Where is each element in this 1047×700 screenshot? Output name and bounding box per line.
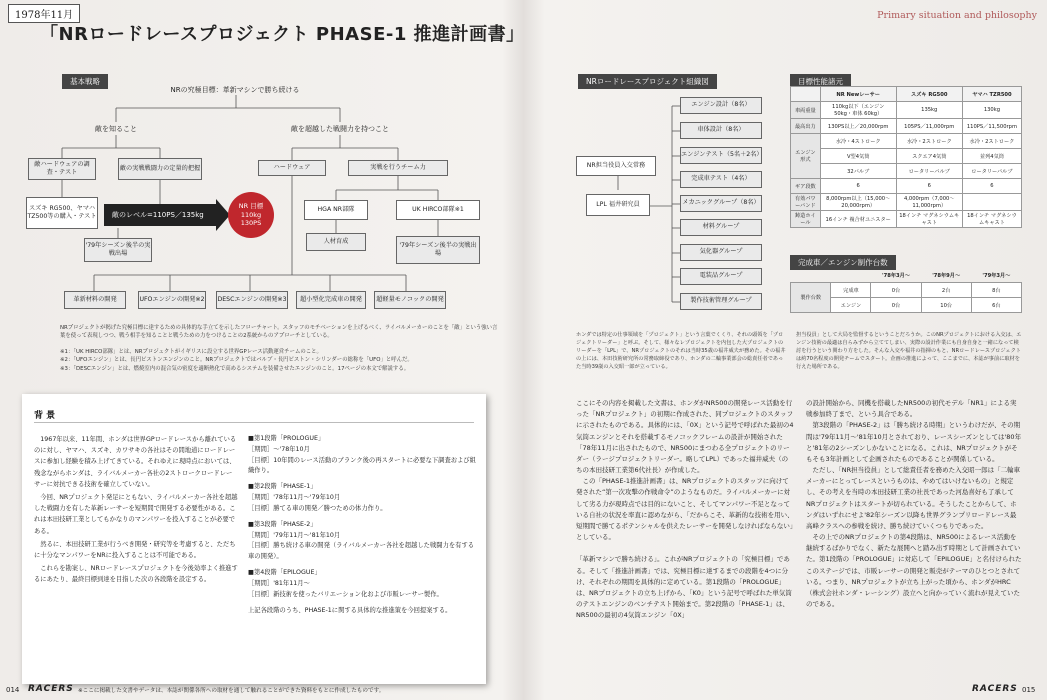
- note-3: ※3：「DESCエンジン」とは、燃焼室内の混合気の密度を適断熱化で高めるシステムを装備させたエンジンのこと。17ページの本文で解説する。: [60, 365, 410, 372]
- production-row: [791, 283, 1022, 298]
- spec-header-cell: スズキ RG500: [896, 87, 962, 102]
- spec-cell: [962, 194, 1021, 211]
- rival-bikes-test: スズキ RG500、ヤマハ TZ500等の購入・テスト: [26, 197, 98, 229]
- org-group-vehicle-test: 完成車テスト（4名）: [680, 171, 762, 188]
- spec-cell: スクエア4気筒: [896, 149, 962, 164]
- spec-cell: 4,000rpm（7,000〜11,000rpm）: [896, 194, 962, 211]
- ultimate-goal: NRの究極目標：革新マシンで勝ち続ける: [170, 86, 300, 94]
- org-group-production: 製作技術管理グループ: [680, 293, 762, 310]
- footer-note: ※ここに掲載した文書やデータは、本誌が関係各所への取材を通して触れることができた資料をもとに作成したものです。: [78, 688, 385, 694]
- production-row-name: 完成車: [831, 283, 871, 298]
- spec-cell: 18インチ マグネシウムキャスト: [896, 211, 962, 228]
- phase-4-period: ［期間］'81年11月〜: [248, 579, 310, 587]
- spec-cell: 130kg: [962, 102, 1021, 119]
- spec-row: [791, 134, 1022, 149]
- article-column-2: の設計開始から、同機を搭載したNR500の初代モデル「NR1」による実戦参加終了まで、という具合である。 第3段階の「PHASE-2」は「勝ち続ける時期」というわけだが、その期間は'79年11月〜'81年10月とされており、レースシーズンとしては'80年と'81年の2シーズンしかないことになる。これは、NRプロジェクトがそもそも3年計画として企画されたものであることが関係している。 ただし、「NR担当役員」として総責任者を務めた入交昭一郎は「二輪車メーカーにとってレースというものは、やめてはいけないもの」と規定し、その考えを当時の本田技研工業の社長であった河島喜好も了承してNRプロジェクトはスタートが切られている。そうしたことからして、ホンダはいずれにせよ'82年シーズン以降も世界グランプリロードレース最高峰クラスへの参戦を続け、勝ち続けていくつもりであった。 その上でのNRプロジェクトの第4段階は、NR500によるレース活動を継続するばかりでなく、新たな展開へと踏み出す時期として計画されていた。第1段階の「PROLOGUE」に対応して「EPILOGUE」と名付けられたこのステージでは、市販レーサーの開発と販売がテーマのひとつとされている。つまり、NRプロジェクトが立ち上がった頃から、ホンダがHRC（株式会社ホンダ・レーシング）設立へと向かっていく流れが見えていたのである。: [806, 399, 1022, 609]
- production-corner: [791, 268, 871, 283]
- spec-row: [791, 194, 1022, 211]
- production-cell: 10台: [921, 298, 971, 313]
- spec-cell: 6: [962, 179, 1021, 194]
- note-2: ※2：「UFOエンジン」とは、長円ピストンエンジンのこと。NRプロジェクトではバルブ・長円ピストン・シリンダーの総称を「UFO」と呼んだ。: [60, 357, 413, 364]
- race-entry-right: '79年シーズン後半の実戦出場: [396, 236, 480, 264]
- production-row-name: エンジン: [831, 298, 871, 313]
- spec-cell: 130PS以上／20,000rpm: [820, 119, 896, 134]
- phase-3-head: ■第3段階「PHASE-2」: [248, 520, 317, 528]
- org-caption-left: ホンダでは特定の仕事領域を「プロジェクト」という言葉でくくり、それの頭領を「プロジェクトリーダー」と呼ぶ。そして、様々なレプロジェクトを内包した大プロジェクトのリーダーを「LPL」で、NRプロジェクトのそれは当時35歳の福井威夫が務めた。その福井の上には、本田技術研究所の常務取締役であり、ホンダの二輪事業部会の総責任者であった当時39歳の入交昭一郎が立っている。: [576, 332, 786, 371]
- org-group-mechanics: メカニックグループ（8名）: [680, 195, 762, 212]
- background-left-column: [34, 434, 238, 586]
- phase-2-goal: ［目標］勝てる車の開発／勝つための体力作り。: [248, 504, 387, 512]
- background-para-2: 今回、NRプロジェクト発足にともない、ライバルメーカー各社を超越した戦闘力を有した革新レーサーを短期間で開発する必要性がある。これは本田技研工業としてもかなりのマンパワーを投入することが必要である。: [34, 494, 238, 535]
- background-para-4: これらを勘案し、NRロードレースプロジェクトを今後効率よく推進するにあたり、最終目標到達を目指した次の各段階を設定する。: [34, 565, 238, 584]
- spec-row: [791, 119, 1022, 134]
- production-cell: 0台: [871, 283, 921, 298]
- dev-item-monocoque: 超軽量モノコックの開発: [374, 291, 446, 309]
- nr-target-power: 130PS: [240, 219, 262, 228]
- spec-cell: 水冷・2ストローク: [896, 134, 962, 149]
- spec-cell: 6: [820, 179, 896, 194]
- dev-item-ufo: UFOエンジンの開発※2: [138, 291, 206, 309]
- org-manager-box: NR担当役員入交常務: [576, 156, 656, 176]
- spec-cell: ロータリーバルブ: [896, 164, 962, 179]
- nr-target-label: NR 目標: [238, 202, 264, 211]
- section-title-right: Primary situation and philosophy: [877, 10, 1037, 21]
- production-header-cell: '78年3月〜: [882, 272, 910, 279]
- spec-table: [790, 86, 1022, 228]
- org-group-chassis-design: 車体設計（8名）: [680, 122, 762, 139]
- spec-cell: 8,000rpm以上（15,000〜20,000rpm）: [820, 194, 896, 211]
- dev-item-desc: DESCエンジンの開発※3: [216, 291, 288, 309]
- production-header-cell: '78年9月〜: [932, 272, 961, 279]
- overwhelm-heading: 敵を超越した戦闘力を持つこと: [291, 125, 389, 133]
- phase-4-head: ■第4段階「EPILOGUE」: [248, 569, 321, 577]
- spec-cell: 18インチ マグネシウムキャスト: [962, 211, 1021, 228]
- spec-row: [791, 149, 1022, 164]
- background-closing: 上記各段階のうち、PHASE-1に関する具体的な推進策を今回提案する。: [248, 606, 452, 614]
- racers-logo-right: RACERS: [972, 684, 1018, 694]
- spec-row-label: エンジン形式: [791, 134, 821, 179]
- production-cell: 2台: [921, 283, 971, 298]
- org-group-engine-test: エンジンテスト（5名＋2名）: [680, 147, 762, 164]
- uk-hirco-unit-box: UK HIRCO部隊※1: [396, 200, 480, 220]
- spec-row-label: ギア段数: [791, 179, 821, 194]
- phase-1-head: ■第1段階「PROLOGUE」: [248, 435, 325, 442]
- spec-cell: 110PS／11,500rpm: [962, 119, 1021, 134]
- spec-table-wrap: [790, 86, 1022, 228]
- spec-cell: 135kg: [896, 102, 962, 119]
- phase-1-period: ［期間］〜'78年10月: [248, 445, 310, 453]
- production-cell: 6台: [971, 298, 1021, 313]
- org-group-carburetor: 気化器グループ: [680, 244, 762, 261]
- spec-header-cell: NR Newレーサー: [820, 87, 896, 102]
- org-group-electrical: 電装品グループ: [680, 268, 762, 285]
- production-header-row: [791, 268, 1022, 283]
- production-row-label: 製作台数: [791, 283, 831, 313]
- date-tag: 1978年11月: [8, 4, 80, 23]
- spec-cell: ロータリーバルブ: [962, 164, 1021, 179]
- spec-row: [791, 164, 1022, 179]
- org-group-materials: 材料グループ: [680, 219, 762, 236]
- org-lpl-box: LPL 福井研究員: [586, 194, 650, 216]
- phase-2-head: ■第2段階「PHASE-1」: [248, 483, 317, 491]
- org-caption-right: 担当役員」として大局を監督するということだろうか。このNRプロジェクトにおける入交は、エンジン技術の最適は自らみずから立ててしまい、実際の設計作業にも自身自身と一緒になって検討を行うという関わり方をした。そんな入交や福井の指揮のもと、NRロードレースプロジェクトは約70名程度の開発チームでスタート。企画の推進によって、ここまでに、本誌が事前に取材を行えた場所である。: [796, 332, 1022, 371]
- hardware-box: ハードウェア: [258, 160, 326, 176]
- spec-row-label: 有効パワーバンド: [791, 194, 821, 211]
- strategy-section-label: 基本戦略: [62, 74, 108, 89]
- spec-header-cell: [791, 87, 821, 102]
- flowchart-caption: NRプロジェクトが掲げた究極目標に達するための具体的な手立てを示したフローチャート。スタッフのモチベーションを上げるべく、ライバルメーカーのことを「敵」という強い言葉を使って表現しつつ、戦う相手を知ることと戦うための力をつけることの2系統からのアプローチとしている。: [60, 325, 498, 340]
- spec-cell: 110kg以下（エンジン 50kg・車体 60kg）: [820, 102, 896, 119]
- spec-header-row: [791, 87, 1022, 102]
- page-title: 「NRロードレースプロジェクト PHASE-1 推進計画書」: [40, 24, 525, 45]
- phase-1: [248, 434, 478, 477]
- background-right-column: [248, 434, 478, 616]
- background-para-3: 然るに、本田技研工業が行うべき開発・研究等を考慮すると、ただちに十分なマンパワーをNRに投入することは不可能である。: [34, 540, 236, 560]
- personnel-training-box: 人材育成: [306, 233, 366, 251]
- phase-2-period: ［期間］'78年11月〜'79年10月: [248, 494, 341, 502]
- phase-3: [248, 520, 478, 563]
- racers-logo-left: RACERS: [28, 684, 74, 694]
- phase-1-goal: ［目標］10年間のレース活動のブランク後の再スタートに必要な下調査および組織作り。: [248, 456, 476, 475]
- phase-3-period: ［期間］'79年11月〜'81年10月: [248, 531, 341, 539]
- spec-cell: 16インチ 複合材ユニスター: [820, 211, 896, 228]
- background-panel: [22, 394, 486, 684]
- spec-row: [791, 179, 1022, 194]
- spec-row-label: 鋳造ホイール: [791, 211, 821, 228]
- spec-cell: 105PS／11,000rpm: [896, 119, 962, 134]
- phase-3-goal: ［目標］勝ち続ける車の開発（ライバルメーカー各社を超越した戦闘力を有する車の開発）。: [248, 542, 475, 561]
- spec-cell: 水冷・4ストローク: [820, 134, 896, 149]
- spec-cell: 並列4気筒: [962, 149, 1021, 164]
- spec-cell: 6: [896, 179, 962, 194]
- production-header-cell: '79年3月〜: [982, 272, 1011, 279]
- spec-section-label: 目標性能諸元: [790, 74, 851, 89]
- dev-item-materials: 革新材料の開発: [64, 291, 126, 309]
- nr-target-weight: 110kg: [240, 210, 262, 219]
- phase-4-goal: ［目標］新技術を使ったバリエーション化および市販レーサー製作。: [248, 590, 443, 598]
- spec-row-label: 最高出力: [791, 119, 821, 134]
- note-1: ※1：「UK HIRCO部隊」とは、NRプロジェクトがイギリスに設立する世界GPレース活動運営チームのこと。: [60, 349, 322, 355]
- nr-target-circle: [228, 192, 274, 238]
- spec-header-cell: ヤマハ TZR500: [962, 87, 1021, 102]
- spec-cell: V型4気筒: [820, 149, 896, 164]
- spec-row: [791, 102, 1022, 119]
- page-number-left: 014: [6, 686, 20, 694]
- spec-cell: 32バルブ: [820, 164, 896, 179]
- phase-2: [248, 482, 478, 514]
- spec-row: [791, 211, 1022, 228]
- rival-power-analysis: 敵の実戦戦闘力の定量的把握: [118, 158, 202, 180]
- production-cell: 0台: [871, 298, 921, 313]
- production-cell: 8台: [971, 283, 1021, 298]
- race-entry-left: '79年シーズン後半の実戦出場: [84, 238, 152, 262]
- phase-4: [248, 568, 478, 600]
- page-number-right: 015: [1022, 686, 1036, 694]
- org-section-label: NRロードレースプロジェクト組織図: [578, 74, 717, 89]
- org-group-engine-design: エンジン設計（8名）: [680, 97, 762, 114]
- team-box: 実戦を行うチーム力: [348, 160, 448, 176]
- dev-item-compact: 超小型化完成車の開発: [296, 291, 366, 309]
- enemy-level-arrow: 敵のレベル=110PS／135kg: [104, 204, 216, 226]
- background-title: 背 景: [34, 411, 56, 421]
- production-table-wrap: [790, 268, 1022, 313]
- article-column-1: ここにその内容を掲載した文書は、ホンダがNR500の開発レース活動を行った「NRプロジェクト」の初期に作成された、同プロジェクトのスタッフに示されたものである。具体的には、「0X」という記号で呼ばれた最初の4気筒エンジンとそれを搭載するモノコックフレームの設計が開始された「78年11月に出されたもので、NR500にまつわる全プロジェクトのリーダー（ラージプロジェクトリーダー。略してLPL）であった福井威夫（のちの本田技研工業第6代社長）が作成した。 この「PHASE-1推進計画書」は、NRプロジェクトのスタッフに向けて発された“第一次攻撃の作戦命令”のようなものだ。ライバルメーカーに対して劣る力が現時点では目的にないこと、そしてマンパワー不足となっている自社の状況を率直に認めながら、「だからこそ、革新的な技術を用い、短期間で勝てるポテンシャルを供えたレーサーを開発しなければならない」としている。 「革新マシンで勝ち続ける」。これがNRプロジェクトの「究極目標」である。そして「推進計画書」では、究極目標に達するまでの段階を4つに分け、それぞれの期間を具体的に定めている。第1段階の「PROLOGUE」は、NRプロジェクトの立ち上げから、「K0」という記号で呼ばれた単気筒のテストエンジンのベンチテスト開始まで。第2段階の「PHASE-1」は、NR500の最初の4気筒エンジン「0X」: [576, 399, 794, 620]
- spec-row-label: 車両重量: [791, 102, 821, 119]
- production-section-label: 完成車／エンジン制作台数: [790, 255, 896, 270]
- know-enemy-heading: 敵を知ること: [95, 125, 137, 133]
- background-para-1: 1967年以来、11年間、ホンダは世界GPロードレースから離れているのに対し、ヤマハ、スズキ、カワサキの各社はその間地道にロードレースに参加し経験を積み上げてきている。それゆえに現時点においては、残念ながらホンダは、ライバルメーカー各社の2ストロークロードレーサーに対抗できる技術を確立していない。: [34, 436, 237, 488]
- spec-cell: 水冷・2ストローク: [962, 134, 1021, 149]
- rival-hardware-study: 敵ハードウェアの調査・テスト: [28, 158, 96, 180]
- flowchart-notes: [60, 348, 500, 373]
- production-table: [790, 268, 1022, 313]
- background-rule: [34, 422, 474, 423]
- hga-unit-box: HGA NR部隊: [304, 200, 368, 220]
